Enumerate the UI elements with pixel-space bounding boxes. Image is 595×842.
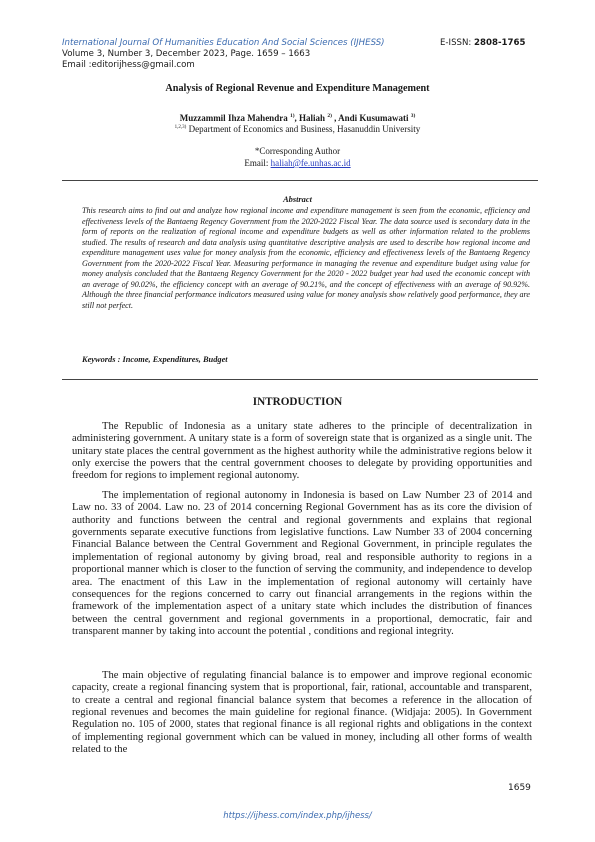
volume-info: Volume 3, Number 3, December 2023, Page. 1659 – 1663 xyxy=(62,49,311,59)
abstract-top-divider xyxy=(62,180,538,181)
author-name: Andi Kusumawati xyxy=(338,113,409,123)
journal-email-line xyxy=(62,60,195,72)
author-affil-mark: 1) xyxy=(289,113,295,119)
author-affil-mark: 3) xyxy=(410,113,416,119)
body-paragraph: The main objective of regulating financial balance is to empower and improve regional economic capacity, create a regional financing system that is proportional, fair, rational, accountable and transparent, to create a central and regional financial balance system that becomes a reference in the allocation of regional revenues and becomes the main guideline for regional finance. (Widjaja: 2005). In Government Regulation no. 105 of 2000, states that regional finance is all regional rights and obligations in the context of implementing regional government which can be valued in money, including all other forms of wealth related to the xyxy=(72,670,532,756)
author-affil-mark: 2) xyxy=(327,113,332,119)
footer-link[interactable]: https://ijhess.com/index.php/ijhess/ xyxy=(223,810,372,820)
keywords: Keywords : Income, Expenditures, Budget xyxy=(82,355,228,364)
author-list: Muzzammil Ihza Mahendra $^{1)}$, Haliah $^{2)}$ , Andi Kusumawati $^{3)}$ xyxy=(179,113,416,123)
paper-title: Analysis of Regional Revenue and Expenditure Management xyxy=(165,83,430,94)
abstract-bottom-divider xyxy=(62,379,538,380)
corresponding-email-label: Email: xyxy=(244,158,269,168)
abstract-heading: Abstract xyxy=(283,195,312,204)
body-paragraph: The Republic of Indonesia as a unitary state adheres to the principle of decentralization in administering government. A unitary state is a form of sovereign state that is organized as a single unit. The unitary state places the central government as the highest authority while the administrative regions below it only exercise the powers that the central government chooses to delegate by providing opportunities and freedom for regions to implement regional autonomy. xyxy=(72,421,532,482)
section-heading: INTRODUCTION xyxy=(252,396,343,408)
abstract-text: This research aims to find out and analyze how regional income and expenditure management is seen from the economic, efficiency and effectiveness levels of the Bantaeng Regency Government from the 2020-2022 Fiscal Year. The data source used is secondary data in the form of reports on the realization of regional income and expenditure budgets as well as other information related to the problems studied. The results of research and data analysis using quantitative descriptive analysis are used to describe how regional income and expenditure management uses value for money analysis from the economic, efficiency and effectiveness levels of the Bantaeng Regency Government from the 2020-2022 Fiscal Year. Measuring performance in managing the revenue and expenditure budget using value for money analysis concluded that the Bantaeng Regency Government for the 2020 - 2022 budget year had used the economic concept with an average of 90.02%, the efficiency concept with an average of 90.21%, and the concept of effectiveness with an average of 90.92%. Although the three financial performance indicators measured using value for money analysis show relatively good performance, they are still not perfect. xyxy=(82,206,530,310)
issn-value: 2808-1765 xyxy=(474,38,526,48)
journal-email-label: Email : xyxy=(62,60,92,70)
affiliation-mark: 1,2,3) xyxy=(174,125,187,130)
issn xyxy=(440,38,525,50)
page-number: 1659 xyxy=(508,783,531,793)
body-paragraph: The implementation of regional autonomy in Indonesia is based on Law Number 23 of 2014 and Law no. 33 of 2004. Law no. 23 of 2014 concerning Regional Government has as its core the division of authority and functions between the central and regional governments and explains that regional governments separate executive functions from legislative functions. Law Number 33 of 2004 concerning Financial Balance between the Central Government and Regional Government, in principle regulates the implementation of regional autonomy by giving broad, real and responsible authority to regions in a proportional manner which is closer to the function of serving the community, and independence to develop area. The enactment of this Law in the implementation of regional autonomy will certainly have consequences for the regions concerned to carry out financial arrangements in the regions within the framework of the implementation aspect of a unitary state which includes the distribution of finances between the central government and regional governments in a proportional, democratic, fair and transparent manner by taking into account the potential , conditions and regional integrity. xyxy=(72,490,532,637)
corresponding-email xyxy=(0,158,595,168)
journal-name: International Journal Of Humanities Education And Social Sciences (IJHESS) xyxy=(62,38,385,48)
journal-email-link[interactable]: editorijhess@gmail.com xyxy=(91,60,195,70)
corresponding-email-link[interactable]: haliah@fe.unhas.ac.id xyxy=(270,158,351,168)
issn-label: E-ISSN: xyxy=(440,38,472,48)
affiliation-text: Department of Economics and Business, Hasanuddin University xyxy=(188,124,421,134)
corresponding-author: *Corresponding Author xyxy=(254,146,341,156)
affiliation xyxy=(0,124,595,134)
author-name: Muzzammil Ihza Mahendra xyxy=(179,113,288,123)
author-name: Haliah xyxy=(299,113,326,123)
